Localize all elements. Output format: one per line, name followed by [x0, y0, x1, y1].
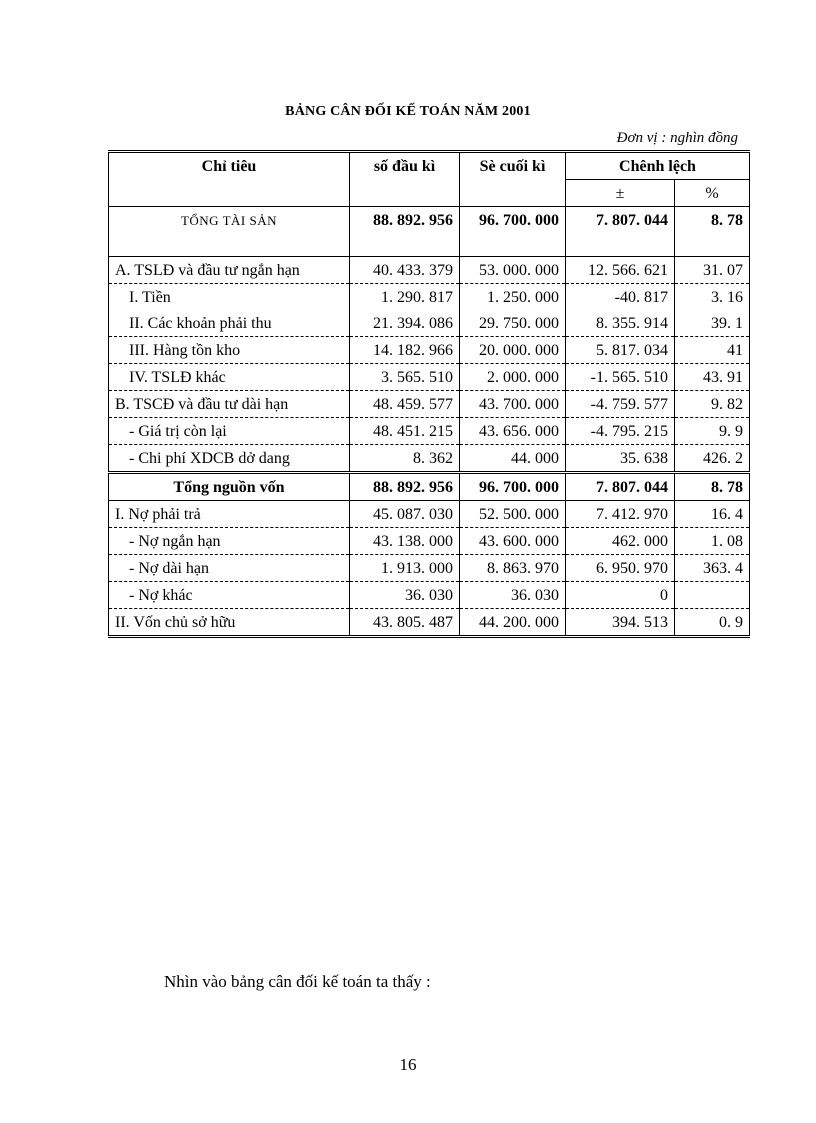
- row-end: 43. 700. 000: [460, 391, 566, 418]
- row-diff: 7. 807. 044: [566, 207, 675, 257]
- row-label: - Nợ ngắn hạn: [109, 528, 350, 555]
- row-end: 96. 700. 000: [460, 473, 566, 501]
- row-begin: 48. 451. 215: [350, 418, 460, 445]
- row-pct: 41: [675, 337, 750, 364]
- row-pct: 8. 78: [675, 207, 750, 257]
- row-diff: -40. 817: [566, 284, 675, 311]
- row-label: - Nợ dài hạn: [109, 555, 350, 582]
- header-diff-abs: ±: [566, 180, 675, 207]
- table-row: [109, 364, 750, 391]
- row-end: 96. 700. 000: [460, 207, 566, 257]
- row-diff: -1. 565. 510: [566, 364, 675, 391]
- table-row: [109, 582, 750, 609]
- header-begin: số đầu kì: [350, 152, 460, 207]
- header-diff-pct: %: [675, 180, 750, 207]
- row-label: TỔNG TÀI SẢN: [109, 207, 350, 257]
- row-begin: 3. 565. 510: [350, 364, 460, 391]
- row-diff: 7. 412. 970: [566, 501, 675, 528]
- row-label: Tổng nguồn vốn: [109, 473, 350, 501]
- row-pct: 39. 1: [675, 310, 750, 337]
- row-label: II. Các khoản phải thu: [109, 310, 350, 337]
- row-label: - Chi phí XDCB dở dang: [109, 445, 350, 473]
- row-begin: 43. 138. 000: [350, 528, 460, 555]
- row-pct: 1. 08: [675, 528, 750, 555]
- table-row: [109, 445, 750, 473]
- table-row: [109, 473, 750, 501]
- row-pct: 426. 2: [675, 445, 750, 473]
- row-begin: 14. 182. 966: [350, 337, 460, 364]
- row-diff: 462. 000: [566, 528, 675, 555]
- row-diff: 394. 513: [566, 609, 675, 637]
- row-begin: 43. 805. 487: [350, 609, 460, 637]
- row-label: III. Hàng tồn kho: [109, 337, 350, 364]
- row-pct: 9. 9: [675, 418, 750, 445]
- row-pct: 9. 82: [675, 391, 750, 418]
- row-end: 2. 000. 000: [460, 364, 566, 391]
- row-diff: 35. 638: [566, 445, 675, 473]
- row-end: 43. 656. 000: [460, 418, 566, 445]
- row-end: 1. 250. 000: [460, 284, 566, 311]
- table-row: [109, 310, 750, 337]
- table-row: [109, 207, 750, 257]
- row-pct: 0. 9: [675, 609, 750, 637]
- row-begin: 8. 362: [350, 445, 460, 473]
- row-diff: 7. 807. 044: [566, 473, 675, 501]
- row-pct: 31. 07: [675, 257, 750, 284]
- row-label: - Giá trị còn lại: [109, 418, 350, 445]
- table-row: [109, 609, 750, 637]
- row-label: - Nợ khác: [109, 582, 350, 609]
- row-pct: 363. 4: [675, 555, 750, 582]
- header-label: Chỉ tiêu: [109, 152, 350, 207]
- row-pct: 43. 91: [675, 364, 750, 391]
- row-pct: 16. 4: [675, 501, 750, 528]
- table-row: [109, 257, 750, 284]
- unit-label: Đơn vị : nghìn đồng: [616, 130, 738, 146]
- row-diff: 0: [566, 582, 675, 609]
- body-text: Nhìn vào bảng cân đối kế toán ta thấy :: [164, 972, 431, 991]
- row-end: 43. 600. 000: [460, 528, 566, 555]
- table-row: [109, 391, 750, 418]
- header-end: Sè cuối kì: [460, 152, 566, 207]
- row-end: 44. 200. 000: [460, 609, 566, 637]
- row-diff: 8. 355. 914: [566, 310, 675, 337]
- table-row: [109, 555, 750, 582]
- row-begin: 88. 892. 956: [350, 473, 460, 501]
- table-row: [109, 418, 750, 445]
- row-end: 53. 000. 000: [460, 257, 566, 284]
- table-row: [109, 528, 750, 555]
- balance-sheet-table: [108, 150, 750, 638]
- row-begin: 48. 459. 577: [350, 391, 460, 418]
- row-diff: -4. 795. 215: [566, 418, 675, 445]
- row-begin: 1. 913. 000: [350, 555, 460, 582]
- table-row: [109, 501, 750, 528]
- row-end: 52. 500. 000: [460, 501, 566, 528]
- row-pct: [675, 582, 750, 609]
- row-end: 44. 000: [460, 445, 566, 473]
- row-diff: 6. 950. 970: [566, 555, 675, 582]
- row-begin: 1. 290. 817: [350, 284, 460, 311]
- row-pct: 3. 16: [675, 284, 750, 311]
- row-begin: 45. 087. 030: [350, 501, 460, 528]
- row-end: 36. 030: [460, 582, 566, 609]
- table-row: [109, 284, 750, 311]
- row-end: 8. 863. 970: [460, 555, 566, 582]
- page-title: BẢNG CÂN ĐỐI KẾ TOÁN NĂM 2001: [285, 104, 531, 119]
- row-label: A. TSLĐ và đầu tư ngắn hạn: [109, 257, 350, 284]
- table-row: [109, 337, 750, 364]
- row-label: I. Nợ phải trả: [109, 501, 350, 528]
- header-diff: Chênh lệch: [566, 152, 750, 180]
- row-label: II. Vốn chủ sở hữu: [109, 609, 350, 637]
- row-begin: 88. 892. 956: [350, 207, 460, 257]
- row-begin: 36. 030: [350, 582, 460, 609]
- row-diff: 12. 566. 621: [566, 257, 675, 284]
- row-end: 29. 750. 000: [460, 310, 566, 337]
- row-diff: -4. 759. 577: [566, 391, 675, 418]
- row-pct: 8. 78: [675, 473, 750, 501]
- row-begin: 21. 394. 086: [350, 310, 460, 337]
- page-number: 16: [399, 1055, 417, 1074]
- row-diff: 5. 817. 034: [566, 337, 675, 364]
- row-end: 20. 000. 000: [460, 337, 566, 364]
- row-begin: 40. 433. 379: [350, 257, 460, 284]
- row-label: B. TSCĐ và đầu tư dài hạn: [109, 391, 350, 418]
- row-label: IV. TSLĐ khác: [109, 364, 350, 391]
- row-label: I. Tiền: [109, 284, 350, 311]
